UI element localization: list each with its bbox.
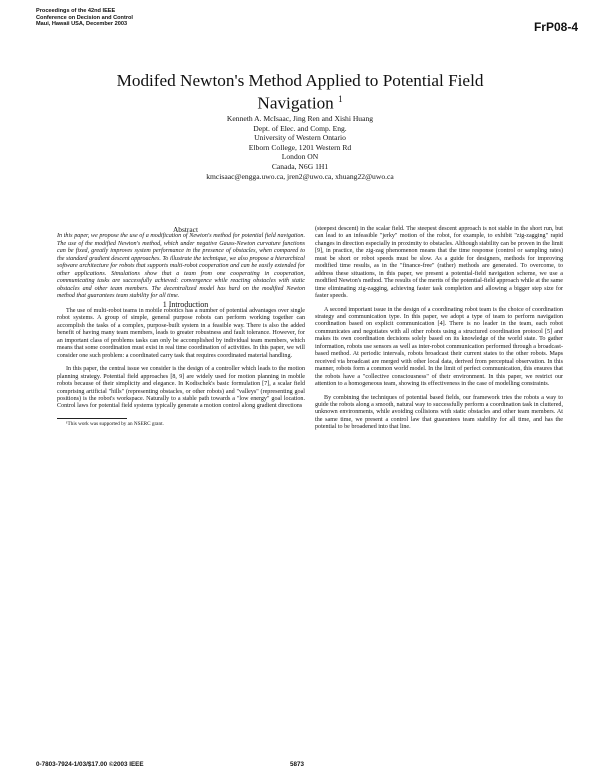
session-code: FrP08-4: [533, 20, 578, 34]
title-line-1: Modifed Newton's Method Applied to Potential Field: [116, 71, 484, 90]
footer-page-number: 5873: [290, 761, 305, 768]
intro-paragraph-2: In this paper, the central issue we consider is the design of a controller which leads to the motion planning strategy. Potential field approaches [8, 9] are widely used for motion planning in mobile robots because of their simplicity and elegance. In Kodischek's basic formulation [7], a scalar field comprising artificial "hills" (representing obstacles, or other robots) and "valleys" (representing goal positions) is the robot's workspace. Naturally to a stable path towards a "low energy" goal location. Control laws for potential field systems typically generate a motion control along gradient directions: [57, 366, 305, 410]
left-column: [57, 226, 305, 427]
author-building: Elborn College, 1201 Western Rd: [248, 142, 352, 152]
abstract-heading: Abstract: [172, 225, 199, 234]
section-heading-introduction: 1 Introduction: [162, 299, 209, 309]
author-university: University of Western Ontario: [254, 133, 346, 143]
author-dept: Dept. of Elec. and Comp. Eng.: [253, 123, 347, 133]
title-line-2-text: Navigation: [257, 93, 334, 113]
proceedings-header: [36, 8, 296, 28]
footer-isbn: 0-7803-7924-1/03/$17.00 ©2003 IEEE: [36, 761, 144, 768]
author-emails: kmcisaac@engga.uwo.ca, jren2@uwo.ca, xhuang22@uwo.ca: [206, 171, 394, 181]
intro-paragraph-1: The use of multi-robot teams in mobile robotics has a number of potential advantages over single robot systems. A group of simple, general purpose robots can perform working together can accomplish the tasks of a complex, purpose-built system in a feasible way. There is also the added benefit of having many team members, leads to greater robustness and fault tolerance. However, for an important class of problems tasks can only be accomplished by individual team members, which means that some coordination must exist in real time coordination of activities. In this paper, we will consider one such problem: a coordinated carry task that requires coordinated material handling.: [57, 307, 305, 359]
footnote-rule: [57, 418, 127, 419]
proceedings-line: Conference on Decision and Control: [36, 14, 133, 21]
proceedings-line: Proceedings of the 42nd IEEE: [36, 8, 116, 14]
abstract-text: In this paper, we propose the use of a modification of Newton's method for potential field navigation. The use of the modified Newton's method, which under negative Gauss-Newton curvature functions can be fixed, greatly improves system performance in the presence of obstacles, when compared to the standard gradient descent approaches. To illustrate the technique, we also propose a hierarchical software architecture for robots that supports multi-robot cooperation and can be easily extended for other applications. Simulations show that a team from one cooperating in cooperation, communicating tasks are successfully achieved: convergence while reacting obstacles with static obstacles and other team members. The decentralized model has hard on the modified Newton method that guarantees team stability for all time.: [57, 233, 305, 300]
right-paragraph-3: By combining the techniques of potential based fields, our framework tries the robots a way to guide the robots along a smooth, natural way to successfully perform a coordination task in cluttered, unknown environments, while avoiding collisions with static obstacles and other team members. At the same time, we present a control law that guarantees team stability for all time, and has the potential to be broadened into that line.: [315, 394, 563, 431]
author-country: Canada, N6G 1H1: [271, 161, 329, 171]
author-city: London ON: [281, 152, 319, 162]
author-names: Kenneth A. McIsaac, Jing Ren and Xishi Huang: [226, 114, 374, 123]
footnote: ¹This work was supported by an NSERC grant.: [66, 420, 164, 427]
author-block: [120, 114, 480, 181]
title-footnote-mark: 1: [338, 94, 343, 104]
proceedings-line: Maui, Hawaii USA, December 2003: [36, 21, 128, 28]
right-paragraph-1: (steepest descent) in the scalar field. The steepest descent approach is not stable in the short run, but can lead to an infeasible "jerky" motion of the robot, for example, to exhibit "zig-zagging" rapid changes in direction especially in proximity to obstacles. Although stability can be proven in the limit [9], in practice, the zig-zag phenomenon means that the time response (control or sampling rates) must be short or robot speeds must be slow. As a guide for designers, methods for improving modified time results, as in the "finance-free" (rather) methods are generated. To overcome, to address these situations, in this paper, we present a potential-field navigation scheme, we use a modified Newton's method. The results of the merits of the potential-field approach while at the same time eliminating zig-zagging, achieving faster task completion and allowing a bigger step size for faster speeds.: [315, 226, 563, 300]
title-line-2: [60, 90, 540, 113]
right-paragraph-2: A second important issue in the design of a coordinating robot team is the choice of coordination strategy and communication type. In this paper, we adopt a type of team to perform navigation coordination based on explicit communication [4]. There is no leader in the team, each robot communicates and negotiates with all other robots using a structured coordination protocol [5] and makes its own coordination decisions solely based on its knowledge of the world state. To gather information, robots use sensors as well as inter-robot communication performed through a broadcast-based method. At periodic intervals, robots broadcast their current states to the other robots. Maps received via broadcast are merged with other local data, derived from perceptual observation. In this manner, robots form a common world model. In the limit of perfect communication, this ensures that the robots have a "collective consciousness" of their environment. In this paper, we restrict our attention to a homogeneous team, showing its effectiveness in the case of modelling constraints.: [315, 306, 563, 388]
right-column: [315, 226, 563, 432]
paper-title: [60, 71, 540, 113]
